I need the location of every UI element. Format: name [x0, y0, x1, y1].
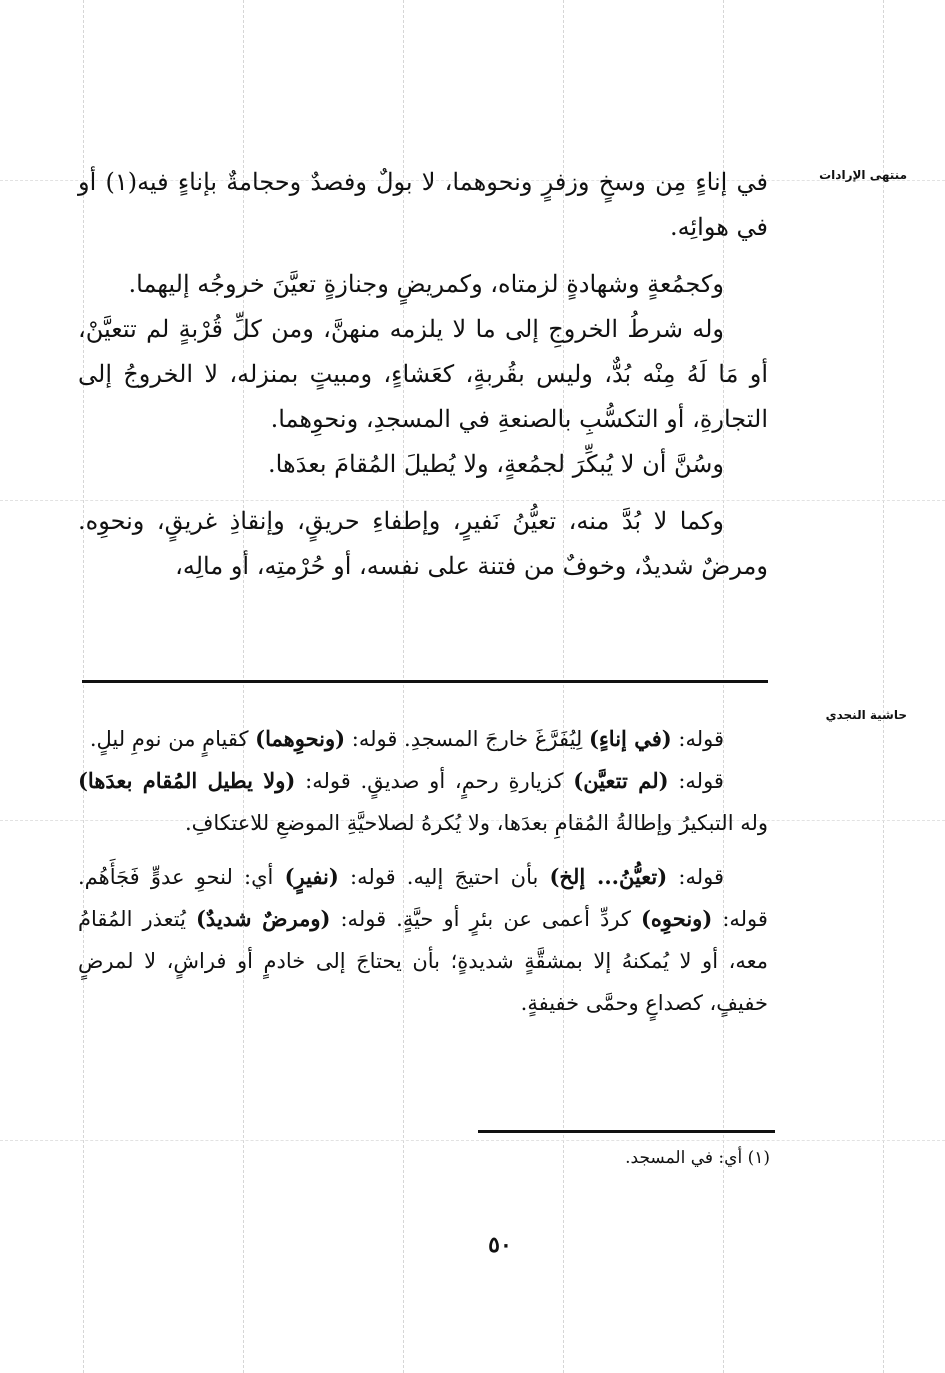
main-text-label: منتهى الإرادات: [819, 168, 907, 182]
quoted-term: (ومرضٌ شديدٌ): [196, 906, 331, 931]
quote-marker: قوله:: [678, 769, 724, 793]
quoted-term: (ولا يطيل المُقام بعدَها): [78, 768, 296, 793]
main-paragraph: في إناءٍ مِن وسخٍ وزفرٍ ونحوهما، لا بولٌ وفصدٌ وحجامةٌ بإناءٍ فيه(١) أو في هوائِه.: [78, 168, 768, 241]
page-number: ٥٠: [488, 1232, 512, 1258]
commentary-text-segment: كزيارةِ رحمٍ، أو صديقٍ. قوله:: [305, 769, 564, 793]
commentary-paragraph: [78, 856, 768, 1024]
main-paragraph: وكجمُعةٍ وشهادةٍ لزمتاه، وكمريضٍ وجنازةٍ تعيَّنَ خروجُه إليهما.: [128, 270, 724, 298]
quoted-term: (في إناءٍ): [589, 726, 672, 751]
quoted-term: (ونحوِه): [640, 906, 713, 931]
quoted-term: (تعيُّنُ... إلخ): [549, 864, 668, 889]
main-paragraph: وكما لا بُدَّ منه، تعيُّنُ نَفيرٍ، وإطفاءِ حريقٍ، وإنقاذِ غريقٍ، ونحوِه. ومرضٌ شديدٌ، وخوفٌ من فتنة على نفسه، أو حُرْمتِه، أو مالِه،: [78, 507, 768, 580]
commentary-text-segment: كردِّ أعمى عن بئرٍ أو حيَّةٍ. قوله:: [340, 907, 631, 931]
main-text: [78, 160, 768, 589]
quote-marker: قوله:: [678, 727, 724, 751]
grid-line: [883, 0, 884, 1373]
quote-marker: قوله:: [678, 865, 724, 889]
footnote: (١) أي: في المسجد.: [625, 1148, 770, 1168]
commentary-text-segment: لِيُفَرَّغَ خارجَ المسجدِ. قوله:: [351, 727, 583, 751]
main-paragraph: وسُنَّ أن لا يُبكِّرَ لجمُعةٍ، ولا يُطيلَ المُقامَ بعدَها.: [268, 450, 724, 478]
commentary-text-segment: كقيامٍ من نومِ ليلٍ.: [89, 727, 249, 751]
quoted-term: (ونحوِهما): [255, 726, 346, 751]
quoted-term: (نفيرٍ): [284, 864, 339, 889]
commentary-text-segment: وله التبكيرُ وإطالةُ المُقامِ بعدَها، ولا يُكرهُ لصلاحيَّةِ الموضعِ للاعتكافِ.: [184, 811, 768, 835]
main-paragraph: وله شرطُ الخروجِ إلى ما لا يلزمه منهنَّ، ومن كلِّ قُرْبةٍ لم تتعيَّنْ، أو مَا لَهُ مِنْه بُدٌّ، وليس بقُربةٍ، كعَشاءٍ، ومبيتٍ بمنزله، لا الخروجُ إلى التجارةِ، أو التكسُّبِ بالصنعةِ في المسجدِ، ونحوِهما.: [78, 315, 768, 433]
section-divider: [82, 680, 768, 683]
grid-line: [0, 1140, 945, 1141]
commentary-paragraph: [78, 760, 768, 844]
commentary-text: [78, 718, 768, 1024]
quoted-term: (لم تتعيَّن): [573, 768, 669, 793]
commentary-text-segment: يُتعذر المُقامُ معه، أو لا يُمكنهُ إلا بمشقَّةٍ شديدةٍ؛ بأن يحتاجَ إلى خادمٍ أو فراشٍ، لا لمرضٍ خفيفٍ، كصداعٍ وحمَّى خفيفةٍ.: [78, 907, 768, 1015]
commentary-paragraph: [78, 718, 768, 760]
commentary-text-segment: أي: لنحوِ عدوٍّ فَجَأَهُم. قوله:: [78, 865, 768, 931]
footnote-divider: [478, 1130, 775, 1133]
commentary-text-segment: بأن احتيجَ إليه. قوله:: [350, 865, 539, 889]
commentary-label: حاشية النجدي: [825, 708, 907, 722]
